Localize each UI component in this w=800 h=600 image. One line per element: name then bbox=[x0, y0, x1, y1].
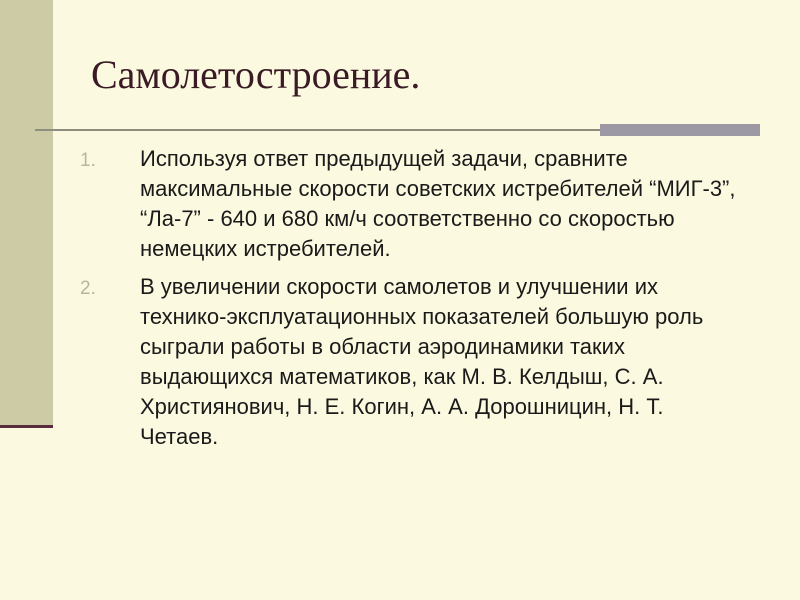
list-item bbox=[0, 144, 745, 264]
title-divider bbox=[35, 129, 600, 131]
list-item-text: В увеличении скорости самолетов и улучшении их технико-эксплуатационных показателей большую роль сыграли работы в области аэродинамики таких выдающихся математиков, как М. В. Келдыш, С. А. Християнович, Н. Е. Когин, А. А. Дорошницин, Н. Т. Четаев. bbox=[140, 274, 704, 449]
list-item-number: 2. bbox=[80, 278, 96, 299]
list-item-number: 1. bbox=[80, 150, 96, 171]
list-item-text: Используя ответ предыдущей задачи, сравните максимальные скорости советских истребителей “МИГ-3”, “Ла-7” - 640 и 680 км/ч соответственно со скоростью немецких истребителей. bbox=[140, 146, 736, 261]
divider-accent-block bbox=[600, 124, 760, 136]
numbered-list bbox=[0, 144, 745, 460]
slide-title: Самолетостроение. bbox=[91, 52, 421, 97]
list-item bbox=[0, 272, 745, 452]
